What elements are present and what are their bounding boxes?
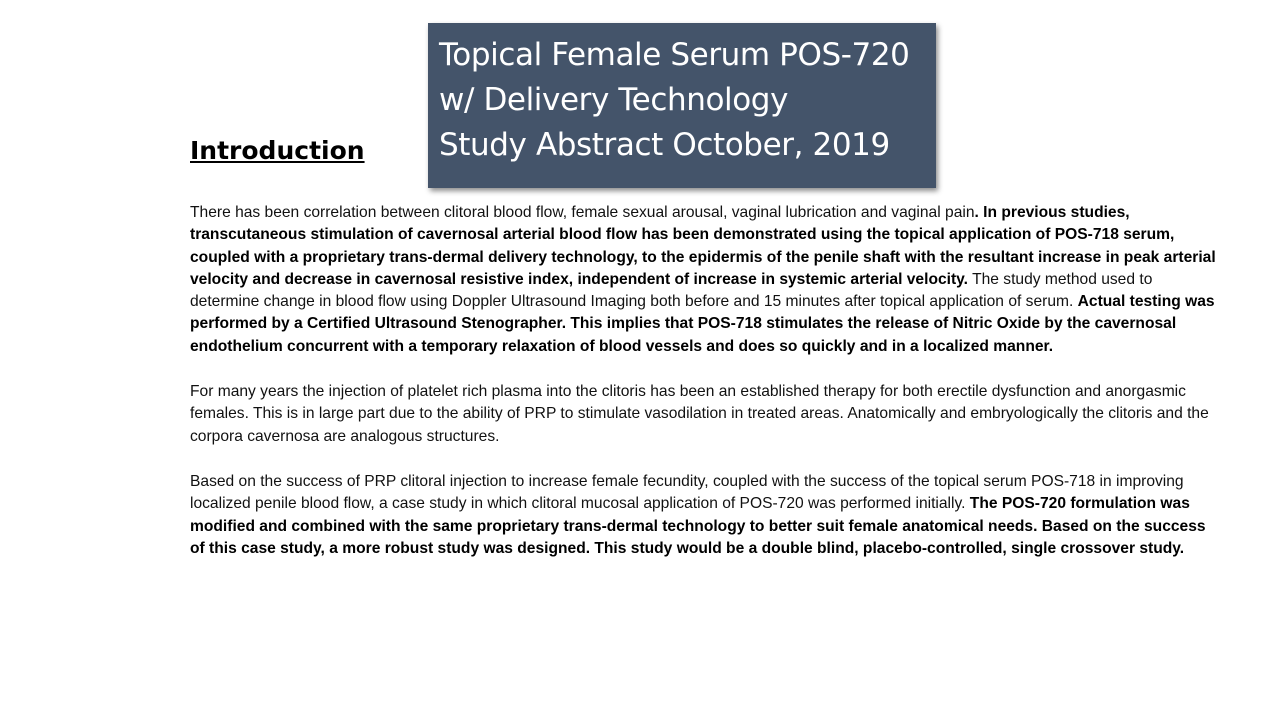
paragraph-3-run-1: Based on the success of PRP clitoral injection to increase female fecundity, coupled with the success of the topical serum POS-718 in improving localized penile blood flow, a case study in which clitoral mucosal application of POS-720 was performed initially. (190, 472, 1184, 513)
paragraph-2-run-1: For many years the injection of platelet rich plasma into the clitoris has been an established therapy for both erectile dysfunction and anorgasmic females. This is in large part due to the ability of PRP to stimulate vasodilation in treated areas. Anatomically and embryologically the clitoris and the corpora cavernosa are analogous structures. (190, 383, 1209, 445)
title-box (428, 23, 936, 188)
paragraph-3 (190, 471, 1222, 560)
paragraph-1-run-1: There has been correlation between clitoral blood flow, female sexual arousal, vaginal lubrication and vaginal pain (190, 204, 975, 221)
paragraph-1-run-2-bold: . In previous studies, transcutaneous stimulation of cavernosal arterial blood flow has been demonstrated using the topical application of POS-718 serum, coupled with a proprietary trans-dermal delivery technology, to the epidermis of the penile shaft with the resultant increase in peak arterial velocity and decrease in cavernosal resistive index, independent of increase in systemic arterial velocity. (190, 204, 1216, 288)
title-line-2: w/ Delivery Technology (439, 82, 789, 118)
paragraph-1 (190, 202, 1222, 358)
introduction-heading: Introduction (190, 136, 365, 165)
paragraph-2 (190, 381, 1222, 448)
title-line-1: Topical Female Serum POS-720 (439, 37, 910, 73)
paragraph-1-run-4-bold: Actual testing was performed by a Certified Ultrasound Stenographer. This implies that POS-718 stimulates the release of Nitric Oxide by the cavernosal endothelium concurrent with a temporary relaxation of blood vessels and does so quickly and in a localized manner. (190, 293, 1215, 355)
title-line-3: Study Abstract October, 2019 (439, 127, 890, 163)
abstract-body (190, 202, 1222, 583)
paragraph-3-run-2-bold: The POS-720 formulation was modified and combined with the same proprietary trans-dermal technology to better suit female anatomical needs. Based on the success of this case study, a more robust study was designed. This study would be a double blind, placebo-controlled, single crossover study. (190, 495, 1206, 557)
paragraph-1-run-3: The study method used to determine change in blood flow using Doppler Ultrasound Imaging both before and 15 minutes after topical application of serum. (190, 270, 1153, 311)
